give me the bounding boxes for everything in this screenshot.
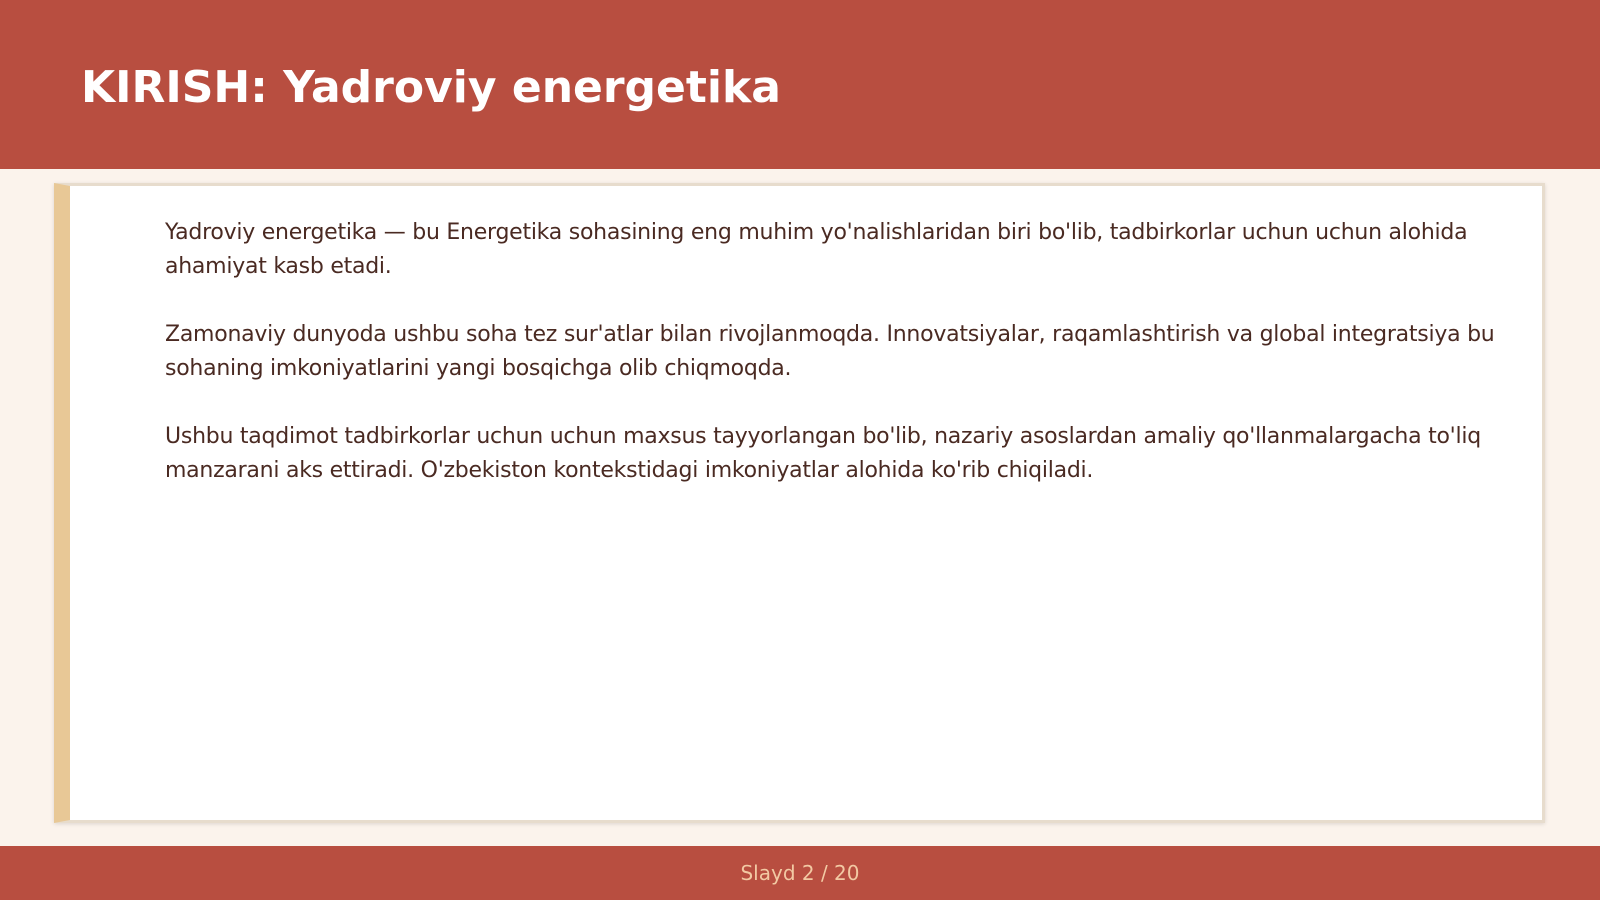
- slide-footer: [0, 846, 1600, 900]
- paragraph-intro: Yadroviy energetika — bu Energetika sohasining eng muhim yo'nalishlaridan biri bo'lib, tadbirkorlar uchun uchun alohida ahamiyat kasb etadi.: [165, 220, 1468, 279]
- content-body: [165, 216, 1540, 522]
- paragraph-modern-world: Zamonaviy dunyoda ushbu soha tez sur'atlar bilan rivojlanmoqda. Innovatsiyalar, raqamlashtirish va global integratsiya bu sohaning imkoniyatlarini yangi bosqichga olib chiqmoqda.: [165, 322, 1495, 381]
- paragraph-presentation-purpose: Ushbu taqdimot tadbirkorlar uchun uchun maxsus tayyorlangan bo'lib, nazariy asoslardan amaliy qo'llanmalargacha to'liq manzarani aks ettiradi. O'zbekiston kontekstidagi imkoniyatlar alohida ko'rib chiqiladi.: [165, 424, 1481, 483]
- content-card: [54, 183, 1545, 823]
- slide-number: Slayd 2 / 20: [740, 861, 860, 885]
- slide-title: KIRISH: Yadroviy energetika: [81, 62, 781, 113]
- slide-header: [0, 0, 1600, 169]
